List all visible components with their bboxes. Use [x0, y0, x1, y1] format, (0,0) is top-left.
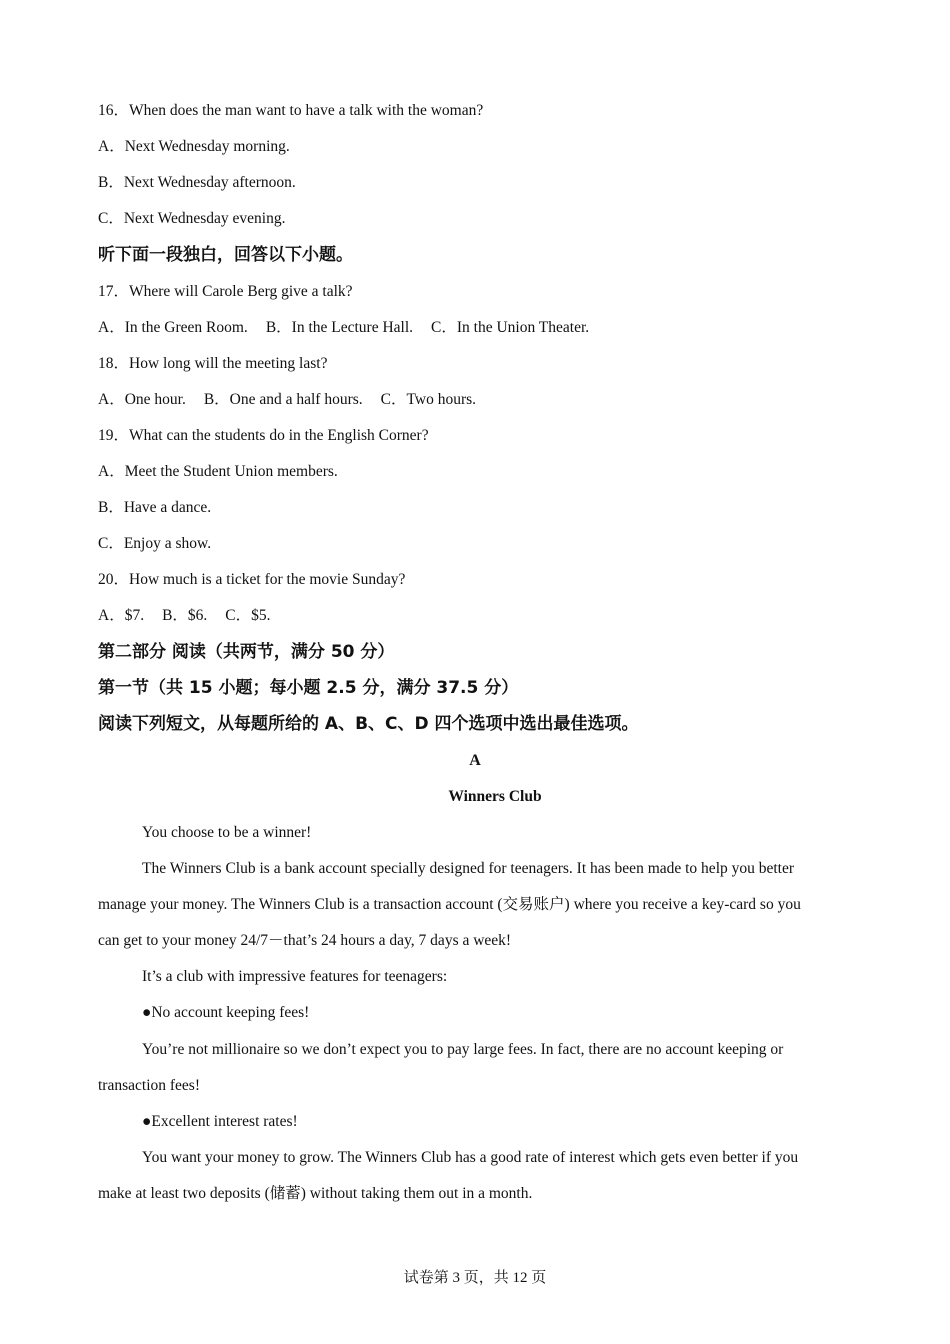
- q20-options: [98, 606, 289, 626]
- passage-line: The Winners Club is a bank account specially designed for teenagers. It has been made to help you better: [142, 860, 795, 877]
- q20-option-c: C．$5.: [225, 607, 271, 624]
- passage-line: transaction fees!: [98, 1077, 200, 1094]
- q18-option-b: B．One and a half hours.: [203, 391, 363, 408]
- passage-bullet: ●No account keeping fees!: [142, 1004, 310, 1021]
- q20-option-b: B．$6.: [162, 607, 208, 624]
- q19-question: 19．What can the students do in the English Corner?: [98, 427, 429, 444]
- q17-option-a: A．In the Green Room.: [98, 319, 248, 336]
- passage-line: You choose to be a winner!: [142, 824, 312, 841]
- q18-options: [98, 390, 494, 410]
- passage-line: You want your money to grow. The Winners Club has a good rate of interest which gets even better if you: [142, 1149, 799, 1166]
- q16-option-c: C．Next Wednesday evening.: [98, 210, 286, 227]
- q17-option-c: C．In the Union Theater.: [431, 319, 590, 336]
- passage-title: Winners Club: [448, 788, 542, 805]
- passage-label: A: [469, 752, 481, 769]
- q18-option-c: C．Two hours.: [380, 391, 477, 408]
- q20-option-a: A．$7.: [98, 607, 145, 624]
- q16-question: 16．When does the man want to have a talk with the woman?: [98, 102, 484, 119]
- passage-bullet: ●Excellent interest rates!: [142, 1113, 298, 1130]
- q18-question: 18．How long will the meeting last?: [98, 355, 328, 372]
- section1-heading: 第一节（共 15 小题；每小题 2.5 分，满分 37.5 分）: [98, 678, 519, 698]
- q16-option-a: A．Next Wednesday morning.: [98, 138, 290, 155]
- q19-option-a: A．Meet the Student Union members.: [98, 463, 338, 480]
- q18-option-a: A．One hour.: [98, 391, 186, 408]
- passage-line: You’re not millionaire so we don’t expect you to pay large fees. In fact, there are no account keeping or: [142, 1041, 784, 1058]
- q19-option-b: B．Have a dance.: [98, 499, 212, 516]
- q20-question: 20．How much is a ticket for the movie Sunday?: [98, 571, 406, 588]
- q19-option-c: C．Enjoy a show.: [98, 535, 212, 552]
- passage-line: It’s a club with impressive features for teenagers:: [142, 968, 448, 985]
- reading-instruction: 阅读下列短文，从每题所给的 A、B、C、D 四个选项中选出最佳选项。: [98, 714, 639, 734]
- q17-option-b: B．In the Lecture Hall.: [265, 319, 414, 336]
- part2-heading: 第二部分 阅读（共两节，满分 50 分）: [98, 642, 395, 662]
- passage-line: can get to your money 24/7－that’s 24 hours a day, 7 days a week!: [98, 932, 512, 949]
- passage-line: manage your money. The Winners Club is a transaction account (交易账户) where you receive a key-card so you: [98, 896, 801, 913]
- page-footer: 试卷第 3 页，共 12 页: [403, 1270, 547, 1286]
- passage-line: make at least two deposits (储蓄) without taking them out in a month.: [98, 1185, 533, 1202]
- q17-question: 17．Where will Carole Berg give a talk?: [98, 283, 353, 300]
- q17-options: [98, 318, 607, 338]
- monologue-instruction: 听下面一段独白，回答以下小题。: [98, 245, 353, 265]
- q16-option-b: B．Next Wednesday afternoon.: [98, 174, 296, 191]
